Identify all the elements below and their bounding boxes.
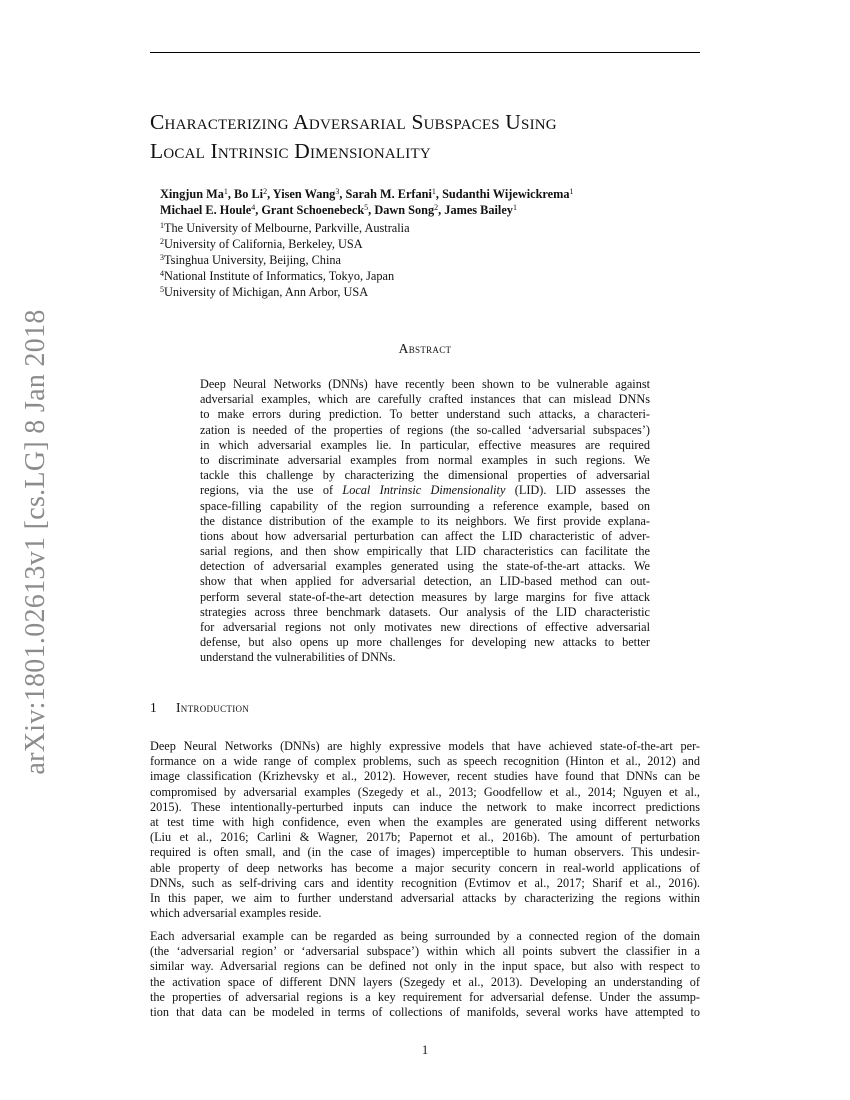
section-number: 1 (150, 700, 158, 715)
abstract-line: in which adversarial examples lie. In particular, effective measures are required (200, 437, 650, 452)
author-affil-mark: 3 (335, 187, 340, 196)
top-rule (150, 52, 700, 53)
affiliation (160, 236, 700, 252)
abstract-line: sarial regions, and then show empirically that LID characteristics can facilitate the (200, 544, 650, 559)
affiliation (160, 268, 700, 284)
author-name: Yisen Wang (272, 187, 336, 201)
arxiv-identifier: arXiv:1801.02613v1 [cs.LG] 8 Jan 2018 (20, 309, 51, 775)
author-name: Xingjun Ma (160, 187, 224, 201)
introduction-paragraph-2 (150, 929, 700, 1020)
author-affil-mark: 1 (223, 187, 228, 196)
body-line: Deep Neural Networks (DNNs) are highly expressive models that have achieved state-of-the-art per- (150, 739, 700, 753)
affiliation-text: The University of Melbourne, Parkville, Australia (164, 221, 410, 235)
section-title: Introduction (176, 700, 250, 715)
paper-title (150, 108, 710, 166)
author-affil-mark: 1 (512, 203, 517, 212)
author-name: James Bailey (444, 203, 513, 217)
affiliation-text: Tsinghua University, Beijing, China (164, 253, 341, 267)
body-line: compromised by adversarial examples (Szegedy et al., 2013; Goodfellow et al., 2014; Nguyen et al., (150, 784, 700, 799)
body-line: DNNs, such as self-driving cars and identity recognition (Evtimov et al., 2017; Sharif et al., 2016). (150, 875, 700, 890)
affiliation-text: University of California, Berkeley, USA (164, 237, 363, 251)
body-line: 2015). These intentionally-perturbed inputs can induce the network to make incorrect predictions (150, 799, 700, 814)
affiliation-mark: 2 (160, 237, 164, 246)
author-affil-mark: 1 (431, 187, 436, 196)
page-number: 1 (421, 1043, 429, 1057)
title-line: Local Intrinsic Dimensionality (150, 139, 431, 163)
body-line: the activation space of different DNN layers (Szegedy et al., 2013). Developing an understanding of (150, 974, 700, 989)
abstract-line: to discriminate adversarial examples from normal examples in such regions. We (200, 452, 650, 467)
author-name: Michael E. Houle (160, 203, 252, 217)
body-line: (the ‘adversarial region’ or ‘adversarial subspace’) within which all points subvert the classifier in a (150, 944, 700, 959)
abstract-line: strategies across three benchmark datasets. Our analysis of the LID characteristic (200, 604, 650, 619)
abstract-line: for adversarial regions not only motivates new directions of effective adversarial (200, 620, 650, 634)
body-line: In this paper, we aim to further understand adversarial attacks by characterizing the regions within (150, 890, 700, 905)
author-affil-mark: 2 (263, 187, 268, 196)
abstract-line: regions, via the use of Local Intrinsic Dimensionality (LID). LID assesses the (200, 483, 651, 498)
abstract-line: zation is needed of the properties of regions (the so-called ‘adversarial subspaces’) (200, 422, 650, 437)
section-heading-introduction (150, 700, 700, 716)
abstract-line: to make errors during prediction. To better understand such attacks, a characteri- (200, 407, 650, 422)
affiliation-mark: 3 (160, 253, 164, 262)
abstract-body (200, 377, 650, 666)
author-name: Bo Li (234, 187, 264, 201)
body-line: image classification (Krizhevsky et al., 2012). However, recent studies have found that DNNs can be (150, 769, 700, 784)
affiliation-list (160, 220, 700, 300)
body-line: the properties of adversarial regions is a key requirement for adversarial defense. Under the assump- (150, 989, 700, 1004)
author-list (160, 186, 700, 218)
affiliation-text: University of Michigan, Ann Arbor, USA (164, 285, 369, 299)
introduction-paragraph-1 (150, 739, 700, 921)
abstract-heading: Abstract (398, 341, 452, 356)
author-affil-mark: 5 (364, 203, 369, 212)
body-line: (Liu et al., 2016; Carlini & Wagner, 2017b; Papernot et al., 2016b). The amount of perturbation (150, 830, 700, 845)
abstract-line: show that when applied for adversarial detection, an LID-based method can out- (200, 574, 650, 589)
affiliation-mark: 1 (160, 221, 164, 230)
emphasized-term: Local Intrinsic Dimensionality (342, 483, 506, 498)
abstract-line: tions about how adversarial perturbation can affect the LID characteristic of adver- (200, 528, 650, 543)
body-line: tion that data can be modeled in terms of collections of manifolds, several works have attempted to (150, 1004, 700, 1019)
author-affil-mark: 4 (251, 203, 256, 212)
author-line: Michael E. Houle$^4$, Grant Schoenebeck$^5$, Dawn Song$^2$, James Bailey$^1$ (160, 203, 517, 217)
abstract-line: adversarial examples, which are carefully crafted instances that can mislead DNNs (200, 392, 650, 407)
abstract-line: perform several state-of-the-art detection measures by large margins for five attack (200, 589, 650, 604)
affiliation (160, 252, 700, 268)
author-affil-mark: 1 (569, 187, 574, 196)
body-line: required is often small, and (in the case of images) imperceptible to human observers. This undesir- (150, 845, 700, 860)
abstract-line: Deep Neural Networks (DNNs) have recently been shown to be vulnerable against (200, 377, 650, 391)
affiliation-text: National Institute of Informatics, Tokyo, Japan (164, 269, 395, 283)
body-line: which adversarial examples reside. (150, 906, 322, 921)
author-name: Grant Schoenebeck (261, 203, 365, 217)
author-name: Sarah M. Erfani (345, 187, 432, 201)
body-line: Each adversarial example can be regarded as being surrounded by a connected region of the domain (150, 929, 700, 943)
author-name: Dawn Song (374, 203, 435, 217)
abstract-line: understand the vulnerabilities of DNNs. (200, 650, 396, 665)
affiliation-mark: 5 (160, 285, 164, 294)
abstract-line: tackle this challenge by characterizing the dimensional properties of adversarial (200, 468, 650, 483)
affiliation (160, 220, 700, 236)
abstract-line: defense, but also opens up more challenges for developing new attacks to better (200, 635, 650, 650)
author-name: Sudanthi Wijewickrema (442, 187, 570, 201)
abstract-line: space-filling capability of the region surrounding a reference example, based on (200, 498, 650, 513)
body-line: similar way. Adversarial regions can be defined not only in the input space, but also with respect to (150, 959, 700, 974)
title-line: Characterizing Adversarial Subspaces Using (150, 110, 557, 134)
abstract-line: the distance distribution of the example to its neighbors. We first provide explana- (200, 513, 650, 528)
body-line: formance on a wide range of complex problems, such as speech recognition (Hinton et al., 2012) and (150, 754, 700, 769)
affiliation-mark: 4 (160, 269, 164, 278)
body-line: able property of deep networks has become a major security concern in real-world applications of (150, 860, 700, 875)
author-line: Xingjun Ma$^1$, Bo Li$^2$, Yisen Wang$^3$, Sarah M. Erfani$^1$, Sudanthi Wijewickrema$^1$ (160, 187, 574, 201)
abstract-line: detection of adversarial examples generated using the state-of-the-art attacks. We (200, 559, 650, 574)
affiliation (160, 284, 700, 300)
body-line: at test time with high confidence, even when the examples are generated using different networks (150, 814, 700, 829)
arxiv-margin-stamp (20, 308, 52, 776)
author-affil-mark: 2 (434, 203, 439, 212)
